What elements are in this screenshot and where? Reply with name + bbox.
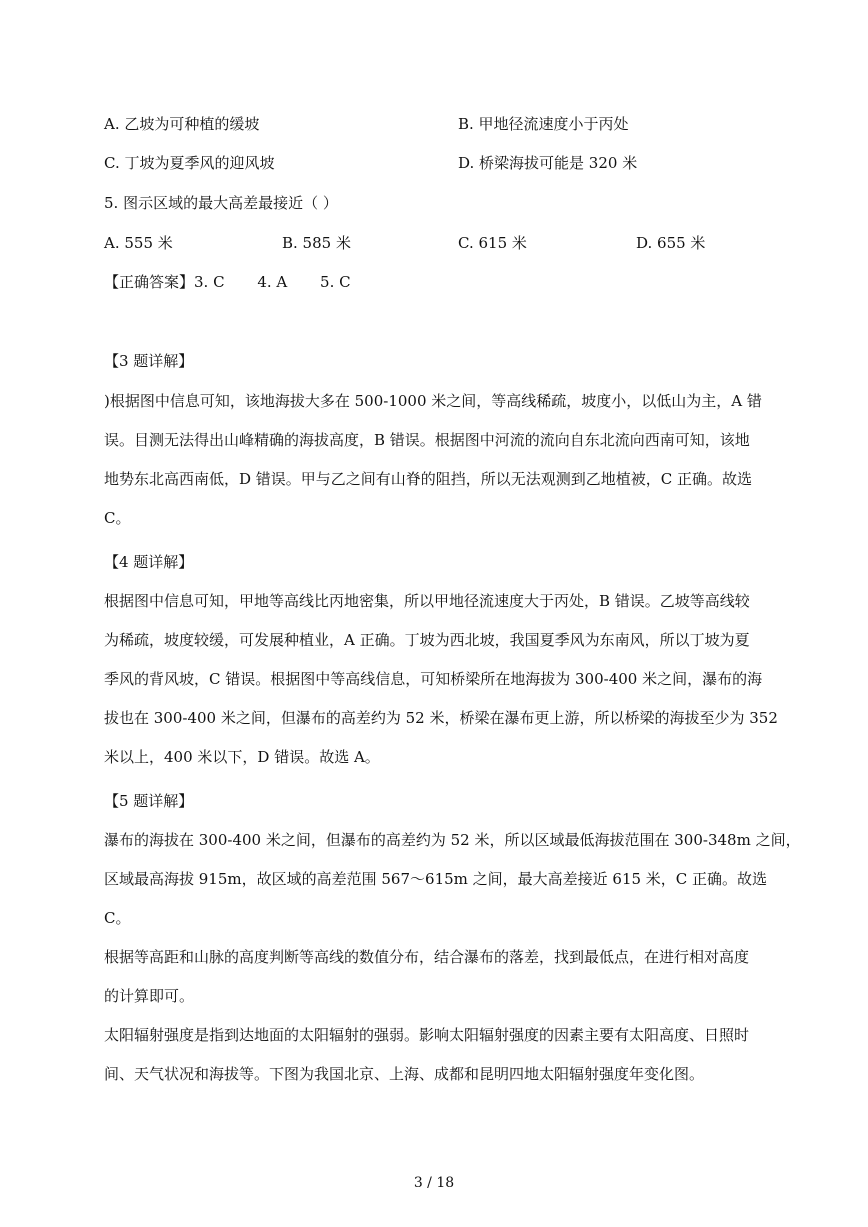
option-4d: D. 桥梁海拔可能是 320 米: [458, 154, 638, 172]
detail-3-line: 误。目测无法得出山峰精确的海拔高度，B 错误。根据图中河流的流向自东北流向西南可知，该地: [104, 431, 750, 449]
option-5b: B. 585 米: [282, 234, 351, 252]
question-5-stem: 5. 图示区域的最大高差最接近（ ）: [104, 194, 338, 212]
answer-line: [104, 272, 379, 292]
option-5d: D. 655 米: [636, 234, 706, 252]
detail-4-line: 拔也在 300-400 米之间，但瀑布的高差约为 52 米，桥梁在瀑布更上游，所以桥梁的海拔至少为 352: [104, 709, 778, 727]
detail-5-line: 太阳辐射强度是指到达地面的太阳辐射的强弱。影响太阳辐射强度的因素主要有太阳高度、日照时: [104, 1026, 750, 1044]
detail-3-body: [104, 391, 766, 547]
detail-5-line: 间、天气状况和海拔等。下图为我国北京、上海、成都和昆明四地太阳辐射强度年变化图。: [104, 1065, 705, 1083]
detail-5-line: 瀑布的海拔在 300-400 米之间，但瀑布的高差约为 52 米，所以区域最低海拔范围在 300-348m 之间，: [104, 831, 801, 849]
answer-label: 【正确答案】3. C: [104, 273, 225, 291]
detail-4-line: 米以上，400 米以下，D 错误。故选 A。: [104, 748, 380, 766]
answer-5: 5. C: [320, 273, 351, 291]
option-5a: A. 555 米: [104, 234, 173, 252]
detail-3-heading: 【3 题详解】: [104, 352, 194, 370]
detail-4-line: 为稀疏，坡度较缓，可发展种植业，A 正确。丁坡为西北坡，我国夏季风为东南风，所以丁坡为夏: [104, 631, 750, 649]
detail-3-line: )根据图中信息可知，该地海拔大多在 500-1000 米之间，等高线稀疏，坡度小，以低山为主，A 错: [104, 392, 762, 410]
detail-3-line: 地势东北高西南低，D 错误。甲与乙之间有山脊的阻挡，所以无法观测到乙地植被，C 正确。故选: [104, 470, 753, 488]
detail-4-body: [104, 591, 778, 786]
page-number: 3 / 18: [413, 1175, 455, 1191]
detail-5-line: 区域最高海拔 915m，故区域的高差范围 567～615m 之间，最大高差接近 615 米，C 正确。故选: [104, 870, 768, 888]
option-4a: A. 乙坡为可种植的缓坡: [104, 115, 260, 133]
answer-4: 4. A: [257, 273, 288, 291]
detail-4-line: 季风的背风坡，C 错误。根据图中等高线信息，可知桥梁所在地海拔为 300-400 米之间，瀑布的海: [104, 670, 763, 688]
detail-3-line: C。: [104, 509, 131, 527]
detail-4-line: 根据图中信息可知，甲地等高线比丙地密集，所以甲地径流速度大于丙处，B 错误。乙坡等高线较: [104, 592, 750, 610]
option-4b: B. 甲地径流速度小于丙处: [458, 115, 629, 133]
detail-5-line: 根据等高距和山脉的高度判断等高线的数值分布，结合瀑布的落差，找到最低点，在进行相对高度: [104, 948, 750, 966]
option-4c: C. 丁坡为夏季风的迎风坡: [104, 154, 275, 172]
detail-5-body: [104, 830, 801, 1103]
detail-5-line: C。: [104, 909, 131, 927]
detail-5-line: 的计算即可。: [104, 987, 195, 1005]
option-5c: C. 615 米: [458, 234, 527, 252]
detail-5-heading: 【5 题详解】: [104, 792, 194, 810]
detail-4-heading: 【4 题详解】: [104, 553, 194, 571]
